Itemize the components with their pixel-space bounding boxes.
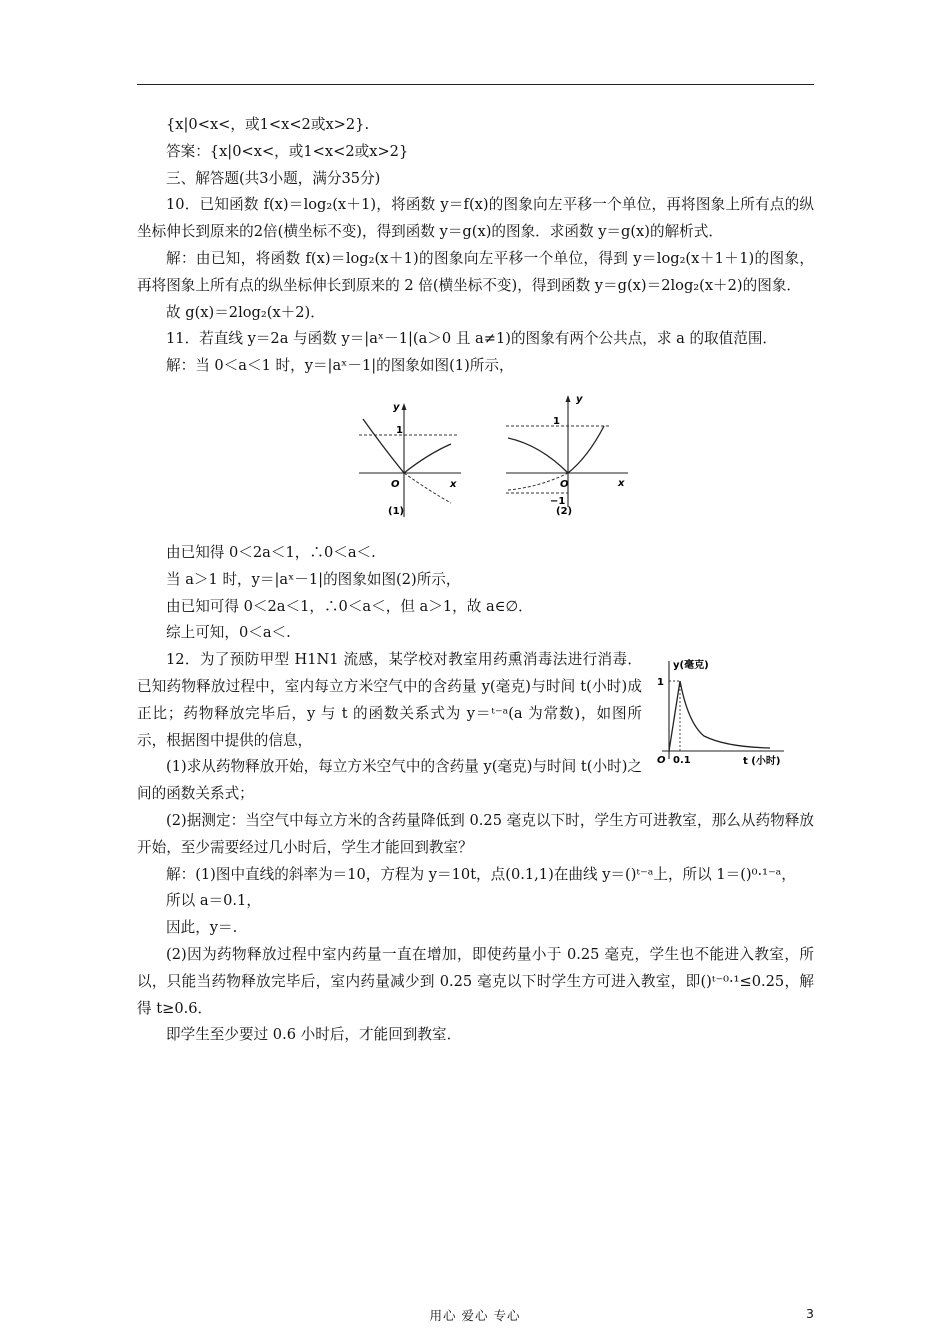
graph-3-x-label: t (小时) [743,756,781,768]
page-number: 3 [806,1306,814,1321]
graph-3-one-label: 1 [657,677,664,689]
document-body [137,112,814,1049]
problem-11: 11．若直线 y＝2a 与函数 y＝|aˣ－1|(a＞0 且 a≠1)的图象有两个公共点，求 a 的取值范围． [166,330,778,348]
solution-11-case2: 当 a＞1 时，y＝|aˣ－1|的图象如图(2)所示， [166,570,461,588]
graph-1-x-label: x [450,478,457,490]
problem-12-block [137,647,814,808]
solution-11-conclusion: 综上可知，0＜a＜. [166,624,291,642]
graph-3 [652,655,792,773]
set-line: {x|0<x<，或1<x<2或x>2}. [166,116,370,133]
page-footer: 用心 爱心 专心 [429,1308,521,1323]
graph-2-caption: (2) [556,505,573,517]
solution-11-case1: 解：当 0＜a＜1 时，y＝|aˣ－1|的图象如图(1)所示， [166,357,514,375]
problem-12: 12．为了预防甲型 H1N1 流感，某学校对教室用药熏消毒法进行消毒．已知药物释放过程中，室内每立方米空气中的含药量 y(毫克)与时间 t(小时)成正比；药物释放完毕后，y 与 t 的函数关系式为 y＝ᵗ⁻ᵃ(a 为常数)，如图所示，根据图中提供的信息， [137,651,642,749]
solution-12-a-value: 所以 a＝0.1， [166,892,261,910]
graph-2-y-label: y [576,393,583,405]
graph-1-y-label: y [393,401,400,413]
solution-10: 解：由已知，将函数 f(x)＝log₂(x＋1)的图象向左平移一个单位，得到 y＝log₂(x＋1＋1)的图象，再将图象上所有点的纵坐标伸长到原来的 2 倍(横坐标不变)，得到函数 y＝g(x)＝2log₂(x＋2)的图象． [137,249,814,294]
solution-11-case2-result: 由已知可得 0＜2a＜1，∴0＜a＜，但 a＞1，故 a∈∅． [166,597,533,615]
graph-3-y-label: y(毫克) [673,660,709,672]
graph-1-caption: (1) [388,505,405,517]
graph-2-neg-label: −1 [550,495,566,507]
graph-1-origin-label: O [391,478,400,490]
graph-2-one-label: 1 [553,415,560,427]
solution-12-part2: (2)因为药物释放过程中室内药量一直在增加，即使药量小于 0.25 毫克，学生也不能进入教室，所以，只能当药物释放完毕后，室内药量减少到 0.25 毫克以下时学生方可进入教室，即()ᵗ⁻⁰·¹≤0.25，解得 t≥0.6． [137,945,814,1017]
solution-10-conclusion: 故 g(x)＝2log₂(x＋2)． [166,303,325,321]
problem-12-question-1: (1)求从药物释放开始，每立方米空气中的含药量 y(毫克)与时间 t(小时)之间的函数关系式； [137,758,642,803]
graph-1-one-label: 1 [396,424,403,436]
answer-line: 答案：{x|0<x<，或1<x<2或x>2} [166,142,409,160]
section-heading: 三、解答题(共3小题，满分35分) [166,169,381,187]
solution-11-case1-result: 由已知得 0＜2a＜1，∴0＜a＜. [166,543,376,561]
header-rule [137,84,814,85]
graph-3-origin-label: O [657,755,666,767]
graph-1 [353,382,473,532]
figure-row [137,382,814,532]
problem-12-question-2: (2)据测定：当空气中每立方米的含药量降低到 0.25 毫克以下时，学生方可进教室，那么从药物释放开始，至少需要经过几小时后，学生才能回到教室？ [137,811,814,856]
graph-3-tick-label: 0.1 [673,755,691,767]
graph-2-origin-label: O [560,478,569,490]
solution-12-function: 因此，y＝. [166,919,238,937]
solution-12-part1: 解：(1)图中直线的斜率为＝10，方程为 y＝10t，点(0.1,1)在曲线 y＝()ᵗ⁻ᵃ上，所以 1＝()⁰·¹⁻ᵃ， [166,865,796,883]
graph-2 [500,382,640,532]
problem-10: 10．已知函数 f(x)＝log₂(x＋1)，将函数 y＝f(x)的图象向左平移一个单位，再将图象上所有点的纵坐标伸长到原来的2倍(横坐标不变)，得到函数 y＝g(x)的图象．求函数 y＝g(x)的解析式． [137,196,814,241]
solution-12-conclusion: 即学生至少要过 0.6 小时后，才能回到教室． [166,1026,462,1044]
graph-2-x-label: x [618,477,625,489]
